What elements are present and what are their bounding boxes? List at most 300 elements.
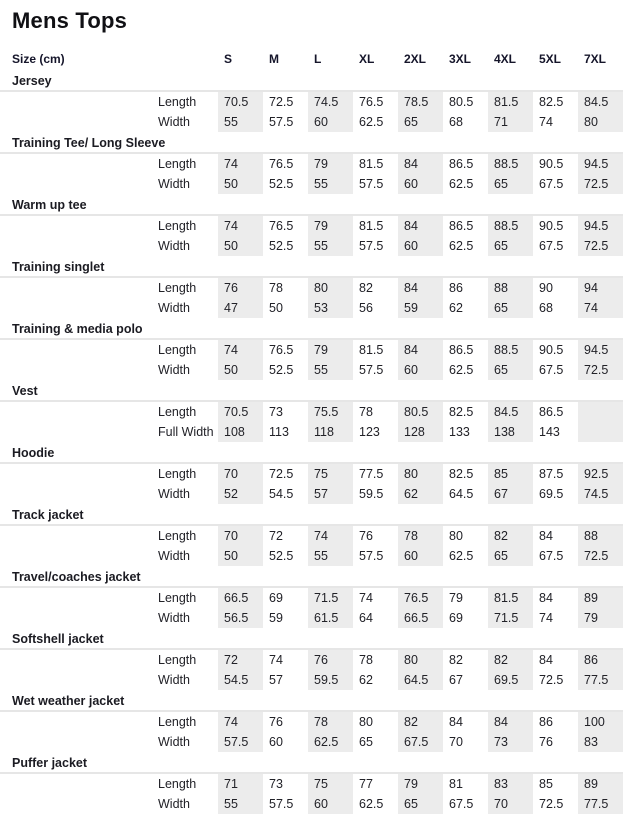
- section-header-row: [0, 70, 623, 91]
- size-value-cell: 79: [398, 773, 443, 794]
- section-header-row: [0, 566, 623, 587]
- measurement-row: [0, 670, 623, 690]
- measurement-label: Length: [158, 653, 197, 667]
- size-value-cell: 84: [398, 339, 443, 360]
- size-value-cell: 90.5: [539, 343, 564, 357]
- size-value-cell: 70: [449, 735, 463, 749]
- measurement-row: [0, 463, 623, 484]
- size-value-cell: 62.5: [359, 115, 384, 129]
- size-value-cell: 90: [539, 281, 553, 295]
- size-value-cell: 50: [269, 301, 283, 315]
- row-spacer: [0, 794, 146, 814]
- section-header-row: [0, 628, 623, 649]
- size-value-cell: 76.5: [269, 157, 294, 171]
- size-value-cell: 71.5: [308, 587, 353, 608]
- size-value-cell: 73: [488, 732, 533, 752]
- size-value-cell: 57.5: [269, 115, 294, 129]
- size-value-cell: 72: [218, 649, 263, 670]
- size-value-cell: 74: [218, 339, 263, 360]
- measurement-row: [0, 215, 623, 236]
- size-value-cell: 71.5: [488, 608, 533, 628]
- size-chart-body: [0, 70, 623, 814]
- size-value-cell: 94.5: [578, 215, 623, 236]
- size-value-cell: 84: [398, 153, 443, 174]
- section-name: Softshell jacket: [0, 628, 623, 649]
- measurement-label: Width: [158, 487, 190, 501]
- measurement-label: Length: [158, 157, 197, 171]
- size-value-cell: 80.5: [449, 95, 474, 109]
- size-value-cell: 85: [539, 777, 553, 791]
- size-value-cell: 57.5: [359, 363, 384, 377]
- size-value-cell: 52.5: [269, 177, 294, 191]
- size-value-cell: 60: [308, 794, 353, 814]
- size-value-cell: 72.5: [578, 236, 623, 256]
- size-value-cell: 79: [308, 215, 353, 236]
- size-value-cell: 76: [269, 715, 283, 729]
- size-chart-table: [0, 48, 623, 814]
- size-value-cell: 65: [488, 360, 533, 380]
- size-value-cell: 54.5: [269, 487, 294, 501]
- size-value-cell: 69.5: [488, 670, 533, 690]
- size-value-cell: 74: [539, 611, 553, 625]
- size-value-cell: 52.5: [269, 549, 294, 563]
- size-value-cell: 88.5: [488, 215, 533, 236]
- size-value-cell: 59.5: [308, 670, 353, 690]
- section-name: Vest: [0, 380, 623, 401]
- measurement-label: Width: [158, 363, 190, 377]
- size-value-cell: 88.5: [488, 339, 533, 360]
- size-value-cell: 90.5: [539, 157, 564, 171]
- size-value-cell: 128: [398, 422, 443, 442]
- size-value-cell: 76: [308, 649, 353, 670]
- size-value-cell: 67.5: [539, 177, 564, 191]
- size-value-cell: 57: [308, 484, 353, 504]
- measurement-row: [0, 525, 623, 546]
- section-name: Wet weather jacket: [0, 690, 623, 711]
- size-value-cell: 59: [269, 611, 283, 625]
- size-value-cell: 67.5: [539, 549, 564, 563]
- size-value-cell: 133: [449, 425, 470, 439]
- measurement-label: Length: [158, 777, 197, 791]
- size-value-cell: 94: [578, 277, 623, 298]
- size-value-cell: 55: [308, 360, 353, 380]
- size-value-cell: 62: [359, 673, 373, 687]
- size-value-cell: 60: [398, 360, 443, 380]
- size-value-cell: 73: [269, 777, 283, 791]
- size-value-cell: 62.5: [449, 549, 474, 563]
- size-value-cell: 50: [218, 360, 263, 380]
- size-unit-header: Size (cm): [12, 52, 65, 66]
- size-value-cell: 80: [449, 529, 463, 543]
- size-value-cell: 84.5: [578, 91, 623, 112]
- size-value-cell: 86.5: [449, 343, 474, 357]
- size-value-cell: 80.5: [398, 401, 443, 422]
- size-value-cell: 60: [398, 174, 443, 194]
- size-value-cell: 87.5: [539, 467, 564, 481]
- measurement-row: [0, 112, 623, 132]
- size-value-cell: 81.5: [359, 157, 384, 171]
- measurement-row: [0, 91, 623, 112]
- size-value-cell: 82.5: [539, 95, 564, 109]
- measurement-row: [0, 649, 623, 670]
- size-value-cell: 77.5: [578, 794, 623, 814]
- size-value-cell: 81: [449, 777, 463, 791]
- row-spacer: [0, 298, 146, 318]
- size-value-cell: 68: [539, 301, 553, 315]
- size-value-cell: 82: [359, 281, 373, 295]
- section-header-row: [0, 256, 623, 277]
- size-value-cell: 77: [359, 777, 373, 791]
- measurement-label: Length: [158, 219, 197, 233]
- row-spacer: [0, 732, 146, 752]
- page-title: Mens Tops: [12, 8, 128, 33]
- size-value-cell: 81.5: [488, 587, 533, 608]
- size-value-cell: 60: [398, 546, 443, 566]
- size-value-cell: 74.5: [308, 91, 353, 112]
- size-value-cell: 76.5: [269, 219, 294, 233]
- size-value-cell: 78: [398, 525, 443, 546]
- size-value-cell: 73: [269, 405, 283, 419]
- size-value-cell: 108: [218, 422, 263, 442]
- size-column-header: 4XL: [494, 52, 517, 66]
- size-value-cell: 65: [359, 735, 373, 749]
- size-header-row: [0, 48, 623, 70]
- size-value-cell: 118: [308, 422, 353, 442]
- size-value-cell: 52: [218, 484, 263, 504]
- size-value-cell: 76.5: [269, 343, 294, 357]
- measurement-label: Width: [158, 301, 190, 315]
- size-value-cell: 56: [359, 301, 373, 315]
- size-value-cell: 72: [269, 529, 283, 543]
- row-spacer: [0, 670, 146, 690]
- section-header-row: [0, 690, 623, 711]
- size-value-cell: 67.5: [539, 363, 564, 377]
- section-header-row: [0, 504, 623, 525]
- section-name: Puffer jacket: [0, 752, 623, 773]
- size-value-cell: 57.5: [359, 549, 384, 563]
- size-value-cell: 59: [398, 298, 443, 318]
- size-value-cell: 76.5: [398, 587, 443, 608]
- measurement-row: [0, 174, 623, 194]
- size-value-cell: 86: [539, 715, 553, 729]
- row-spacer: [0, 649, 146, 670]
- size-value-cell: 67.5: [539, 239, 564, 253]
- size-value-cell: 80: [578, 112, 623, 132]
- size-value-cell: 79: [449, 591, 463, 605]
- size-value-cell: 74: [269, 653, 283, 667]
- row-spacer: [0, 112, 146, 132]
- size-value-cell: 64.5: [449, 487, 474, 501]
- size-value-cell: 69: [269, 591, 283, 605]
- size-value-cell: [578, 422, 623, 442]
- measurement-label: Length: [158, 715, 197, 729]
- size-value-cell: 72.5: [578, 546, 623, 566]
- size-value-cell: 50: [218, 546, 263, 566]
- size-value-cell: 72.5: [578, 174, 623, 194]
- size-value-cell: 60: [398, 236, 443, 256]
- size-value-cell: 84: [539, 653, 553, 667]
- size-value-cell: 80: [308, 277, 353, 298]
- size-value-cell: 61.5: [308, 608, 353, 628]
- section-header-row: [0, 752, 623, 773]
- row-spacer: [0, 773, 146, 794]
- size-value-cell: 81.5: [359, 343, 384, 357]
- row-spacer: [0, 401, 146, 422]
- size-value-cell: 62.5: [308, 732, 353, 752]
- measurement-row: [0, 546, 623, 566]
- size-value-cell: 55: [308, 174, 353, 194]
- measurement-label: Width: [158, 611, 190, 625]
- size-value-cell: 100: [578, 711, 623, 732]
- size-guide-page: [0, 8, 627, 814]
- size-value-cell: 67.5: [398, 732, 443, 752]
- size-value-cell: 54.5: [218, 670, 263, 690]
- size-value-cell: 82.5: [449, 405, 474, 419]
- measurement-label: Width: [158, 177, 190, 191]
- size-value-cell: 74: [218, 711, 263, 732]
- size-value-cell: 82: [488, 525, 533, 546]
- size-value-cell: 65: [488, 174, 533, 194]
- size-value-cell: 76: [539, 735, 553, 749]
- row-spacer: [0, 546, 146, 566]
- section-name: Travel/coaches jacket: [0, 566, 623, 587]
- size-value-cell: 72.5: [578, 360, 623, 380]
- size-value-cell: 84: [539, 591, 553, 605]
- measurement-row: [0, 298, 623, 318]
- row-spacer: [0, 277, 146, 298]
- size-value-cell: 60: [269, 735, 283, 749]
- size-value-cell: 86: [449, 281, 463, 295]
- measurement-label: Width: [158, 549, 190, 563]
- size-column-header: L: [314, 52, 322, 66]
- row-spacer: [0, 587, 146, 608]
- size-value-cell: 79: [578, 608, 623, 628]
- size-value-cell: 72.5: [539, 797, 564, 811]
- size-value-cell: 62.5: [449, 239, 474, 253]
- size-value-cell: 55: [308, 546, 353, 566]
- size-value-cell: [578, 401, 623, 422]
- size-value-cell: 78: [308, 711, 353, 732]
- size-value-cell: 86.5: [539, 405, 564, 419]
- size-value-cell: 62: [449, 301, 463, 315]
- size-value-cell: 84: [398, 277, 443, 298]
- size-column-header: S: [224, 52, 233, 66]
- size-value-cell: 143: [539, 425, 560, 439]
- size-value-cell: 47: [218, 298, 263, 318]
- size-value-cell: 70: [488, 794, 533, 814]
- measurement-label: Length: [158, 467, 197, 481]
- measurement-row: [0, 484, 623, 504]
- size-value-cell: 65: [488, 298, 533, 318]
- size-value-cell: 55: [218, 794, 263, 814]
- size-value-cell: 78.5: [398, 91, 443, 112]
- size-value-cell: 80: [359, 715, 373, 729]
- measurement-label: Length: [158, 405, 197, 419]
- size-value-cell: 66.5: [218, 587, 263, 608]
- size-value-cell: 76: [218, 277, 263, 298]
- size-value-cell: 84: [449, 715, 463, 729]
- size-value-cell: 90.5: [539, 219, 564, 233]
- section-header-row: [0, 132, 623, 153]
- row-spacer: [0, 484, 146, 504]
- size-column-header: XL: [359, 52, 375, 66]
- measurement-row: [0, 711, 623, 732]
- size-value-cell: 83: [578, 732, 623, 752]
- size-value-cell: 62: [398, 484, 443, 504]
- measurement-row: [0, 794, 623, 814]
- size-value-cell: 60: [308, 112, 353, 132]
- size-value-cell: 77.5: [578, 670, 623, 690]
- section-header-row: [0, 318, 623, 339]
- measurement-row: [0, 773, 623, 794]
- size-value-cell: 82: [398, 711, 443, 732]
- size-value-cell: 62.5: [359, 797, 384, 811]
- size-value-cell: 65: [488, 236, 533, 256]
- measurement-label: Width: [158, 673, 190, 687]
- size-value-cell: 89: [578, 773, 623, 794]
- size-value-cell: 85: [488, 463, 533, 484]
- size-value-cell: 86.5: [449, 219, 474, 233]
- size-value-cell: 71: [218, 773, 263, 794]
- size-value-cell: 55: [308, 236, 353, 256]
- row-spacer: [0, 360, 146, 380]
- section-name: Hoodie: [0, 442, 623, 463]
- section-name: Training & media polo: [0, 318, 623, 339]
- size-value-cell: 53: [308, 298, 353, 318]
- measurement-row: [0, 608, 623, 628]
- size-value-cell: 82: [488, 649, 533, 670]
- row-spacer: [0, 608, 146, 628]
- size-value-cell: 71: [488, 112, 533, 132]
- size-value-cell: 70: [218, 525, 263, 546]
- size-value-cell: 88: [578, 525, 623, 546]
- size-value-cell: 86: [578, 649, 623, 670]
- size-value-cell: 72.5: [269, 95, 294, 109]
- measurement-label: Length: [158, 529, 197, 543]
- size-value-cell: 84: [539, 529, 553, 543]
- measurement-row: [0, 422, 623, 442]
- size-value-cell: 57.5: [218, 732, 263, 752]
- size-value-cell: 52.5: [269, 363, 294, 377]
- measurement-label: Width: [158, 797, 190, 811]
- measurement-label: Width: [158, 239, 190, 253]
- size-value-cell: 74: [578, 298, 623, 318]
- size-value-cell: 75: [308, 463, 353, 484]
- size-value-cell: 92.5: [578, 463, 623, 484]
- measurement-row: [0, 277, 623, 298]
- size-value-cell: 83: [488, 773, 533, 794]
- size-value-cell: 62.5: [449, 177, 474, 191]
- size-value-cell: 72.5: [539, 673, 564, 687]
- measurement-label: Full Width: [158, 425, 214, 439]
- size-value-cell: 67.5: [449, 797, 474, 811]
- measurement-row: [0, 587, 623, 608]
- size-value-cell: 77.5: [359, 467, 384, 481]
- size-value-cell: 65: [398, 112, 443, 132]
- size-value-cell: 72.5: [269, 467, 294, 481]
- size-value-cell: 59.5: [359, 487, 384, 501]
- measurement-label: Length: [158, 281, 197, 295]
- size-value-cell: 74: [218, 153, 263, 174]
- size-value-cell: 75: [308, 773, 353, 794]
- size-value-cell: 50: [218, 174, 263, 194]
- size-column-header: 3XL: [449, 52, 472, 66]
- row-spacer: [0, 463, 146, 484]
- row-spacer: [0, 153, 146, 174]
- size-value-cell: 64.5: [398, 670, 443, 690]
- measurement-label: Length: [158, 343, 197, 357]
- row-spacer: [0, 174, 146, 194]
- size-value-cell: 75.5: [308, 401, 353, 422]
- size-value-cell: 68: [449, 115, 463, 129]
- row-spacer: [0, 339, 146, 360]
- size-value-cell: 69: [449, 611, 463, 625]
- size-column-header: M: [269, 52, 279, 66]
- size-value-cell: 74: [359, 591, 373, 605]
- size-value-cell: 50: [218, 236, 263, 256]
- size-value-cell: 70.5: [218, 401, 263, 422]
- section-name: Jersey: [0, 70, 623, 91]
- measurement-label: Length: [158, 591, 197, 605]
- size-value-cell: 138: [488, 422, 533, 442]
- section-header-row: [0, 380, 623, 401]
- measurement-row: [0, 401, 623, 422]
- size-value-cell: 74: [539, 115, 553, 129]
- size-value-cell: 113: [269, 425, 289, 439]
- size-value-cell: 79: [308, 339, 353, 360]
- size-value-cell: 80: [398, 649, 443, 670]
- measurement-row: [0, 236, 623, 256]
- measurement-row: [0, 339, 623, 360]
- size-value-cell: 78: [359, 653, 373, 667]
- size-value-cell: 64: [359, 611, 373, 625]
- size-value-cell: 56.5: [218, 608, 263, 628]
- size-value-cell: 123: [359, 425, 380, 439]
- size-value-cell: 74: [308, 525, 353, 546]
- measurement-row: [0, 153, 623, 174]
- measurement-label: Length: [158, 95, 197, 109]
- section-name: Warm up tee: [0, 194, 623, 215]
- size-value-cell: 57.5: [359, 239, 384, 253]
- size-value-cell: 65: [398, 794, 443, 814]
- section-header-row: [0, 194, 623, 215]
- size-value-cell: 82.5: [449, 467, 474, 481]
- size-value-cell: 76.5: [359, 95, 384, 109]
- size-value-cell: 52.5: [269, 239, 294, 253]
- size-value-cell: 84: [488, 711, 533, 732]
- measurement-row: [0, 360, 623, 380]
- size-value-cell: 79: [308, 153, 353, 174]
- size-column-header: 2XL: [404, 52, 427, 66]
- size-value-cell: 88: [488, 277, 533, 298]
- size-value-cell: 76: [359, 529, 373, 543]
- size-value-cell: 67: [488, 484, 533, 504]
- size-value-cell: 81.5: [359, 219, 384, 233]
- size-value-cell: 57.5: [269, 797, 294, 811]
- size-value-cell: 74.5: [578, 484, 623, 504]
- size-value-cell: 86.5: [449, 157, 474, 171]
- row-spacer: [0, 91, 146, 112]
- size-value-cell: 80: [398, 463, 443, 484]
- size-value-cell: 55: [218, 112, 263, 132]
- size-value-cell: 94.5: [578, 153, 623, 174]
- size-value-cell: 84.5: [488, 401, 533, 422]
- measurement-label: Width: [158, 115, 190, 129]
- section-name: Track jacket: [0, 504, 623, 525]
- measurement-row: [0, 732, 623, 752]
- row-spacer: [0, 236, 146, 256]
- size-value-cell: 57.5: [359, 177, 384, 191]
